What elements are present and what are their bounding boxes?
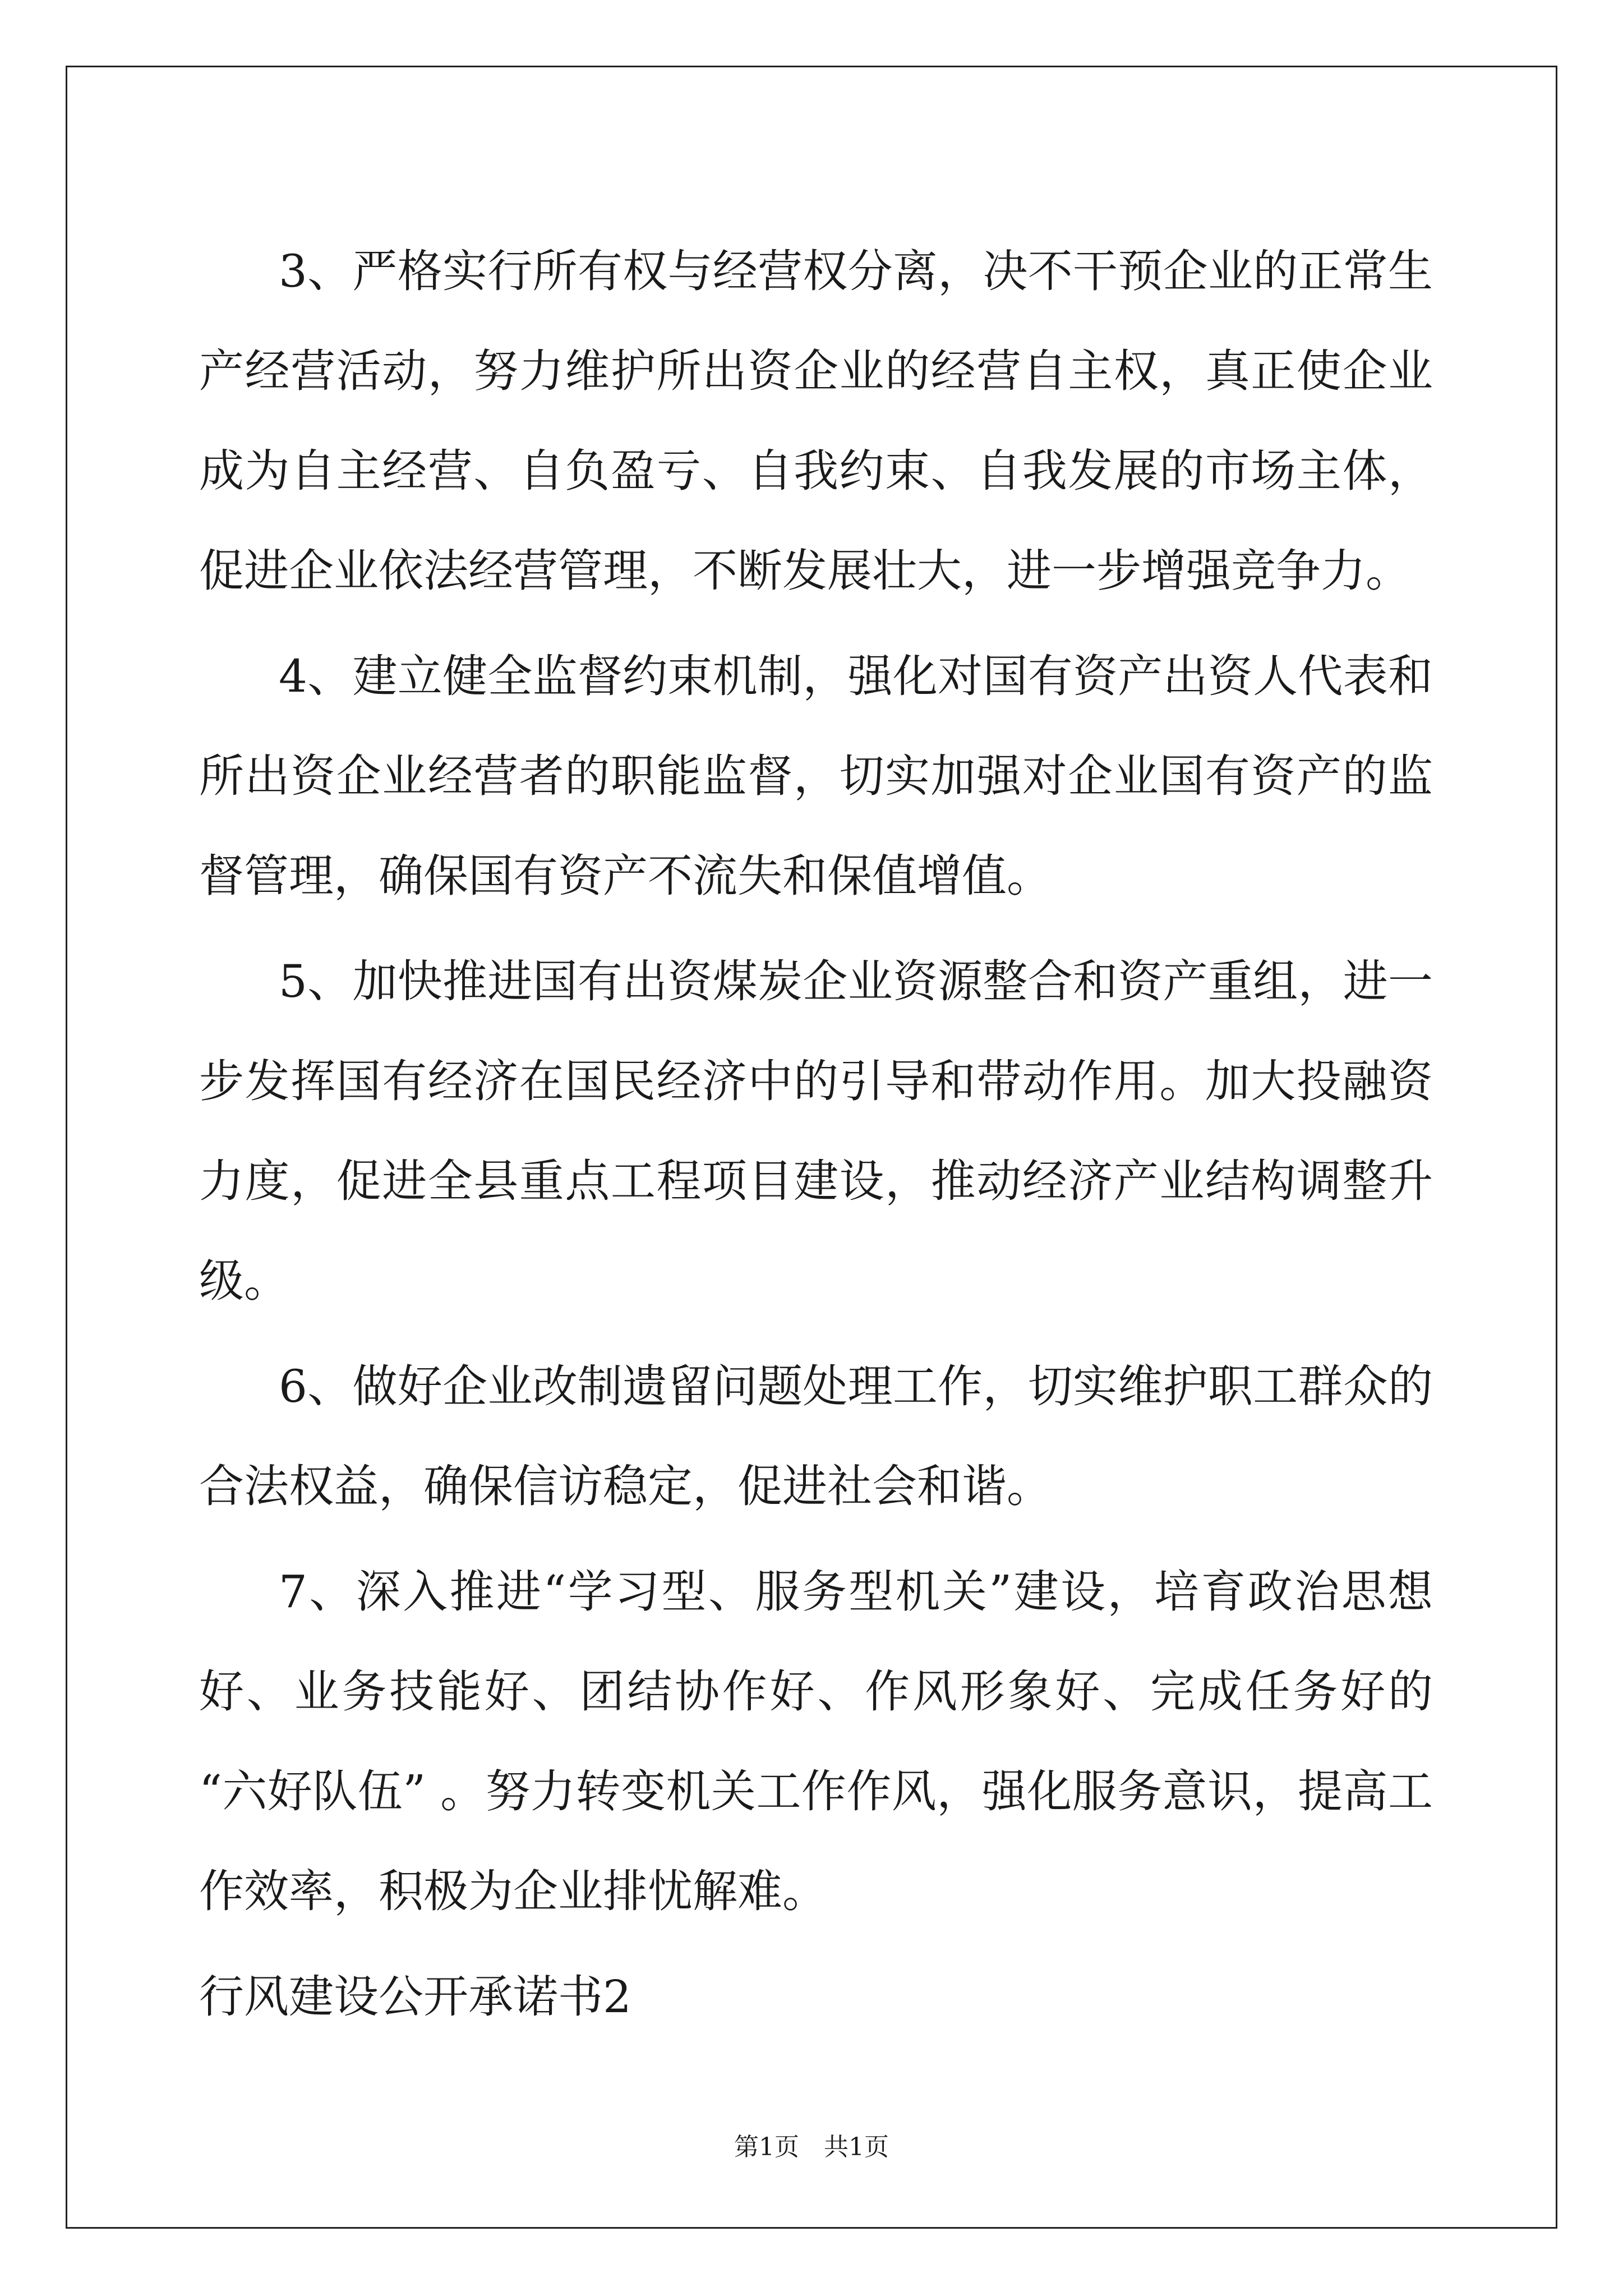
paragraph-item-4: 4、建立健全监督约束机制，强化对国有资产出资人代表和所出资企业经营者的职能监督，切实加强对企业国有资产的监督管理，确保国有资产不流失和保值增值。 <box>199 650 1433 902</box>
paragraph-item-6: 6、做好企业改制遗留问题处理工作，切实维护职工群众的合法权益，确保信访稳定，促进社会和谐。 <box>199 1360 1433 1512</box>
page-number: 第1页 <box>734 2133 799 2161</box>
paragraph-item-7: 7、深入推进“学习型、服务型机关”建设，培育政治思想好、业务技能好、团结协作好、作风形象好、完成任务好的 “六好队伍” 。努力转变机关工作作风，强化服务意识，提高工作效率，积极为企业排忧解难。 <box>199 1566 1433 1917</box>
document-body <box>199 222 1433 2053</box>
section-heading: 行风建设公开承诺书2 <box>199 1971 631 2023</box>
paragraph-item-3: 3、严格实行所有权与经营权分离，决不干预企业的正常生产经营活动，努力维护所出资企业的经营自主权，真正使企业成为自主经营、自负盈亏、自我约束、自我发展的市场主体，促进企业依法经营管理，不断发展壮大，进一步增强竞争力。 <box>199 245 1433 597</box>
page-footer <box>0 2131 1623 2164</box>
paragraph-item-5: 5、加快推进国有出资煤炭企业资源整合和资产重组，进一步发挥国有经济在国民经济中的引导和带动作用。加大投融资力度，促进全县重点工程项目建设，推动经济产业结构调整升级。 <box>199 955 1433 1307</box>
page-count: 共1页 <box>824 2133 889 2161</box>
